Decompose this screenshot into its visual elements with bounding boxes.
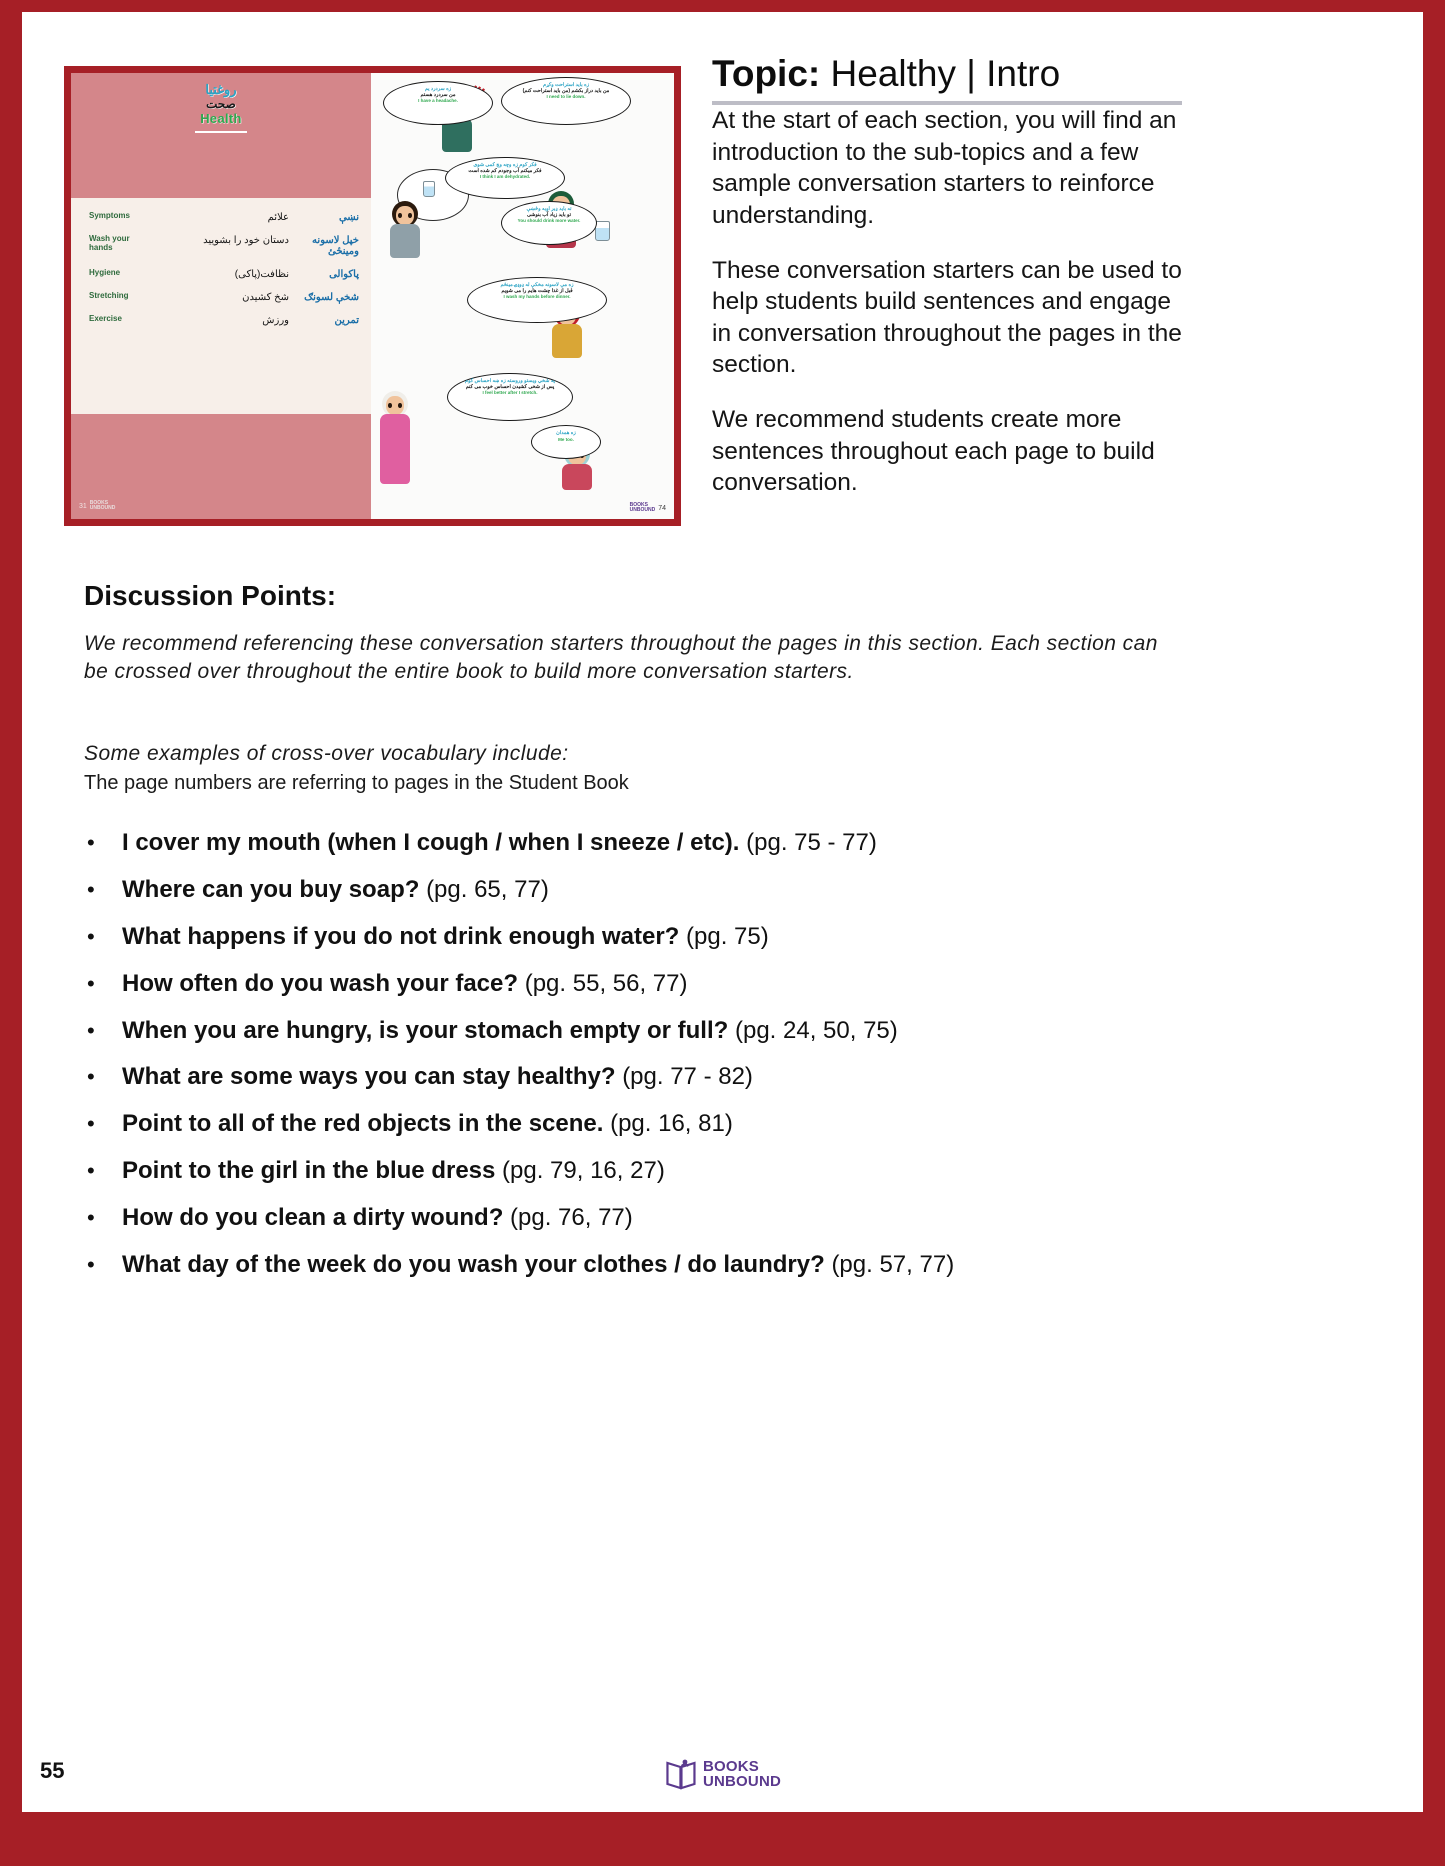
vocab-dari: شخ کشیدن — [242, 292, 289, 303]
question-text: Point to the girl in the blue dress — [122, 1157, 496, 1185]
list-item — [84, 1158, 1174, 1184]
vocabulary-title-stack — [71, 83, 371, 133]
book-spread-preview — [64, 66, 681, 526]
list-item — [84, 971, 1174, 997]
list-item-text — [122, 1205, 1174, 1231]
character-eye-left — [388, 403, 392, 408]
page-reference: (pg. 16, 81) — [610, 1110, 733, 1138]
bubble-english: I feel better after I stretch. — [482, 390, 538, 396]
discussion-intro-text: We recommend referencing these conversation starters throughout the pages in this section. Each section can be crossed over throughout the entire book to build more conversation starters. — [84, 632, 1158, 684]
bubble-pashto: په شخي ویستو وروسته زه ښه احساس کوم — [465, 378, 555, 384]
list-item-text — [122, 830, 1174, 856]
vocab-title-pashto: روغتیا — [205, 82, 237, 97]
topic-value: Healthy | Intro — [830, 53, 1061, 94]
list-item — [84, 877, 1174, 903]
spread-right-page-number — [630, 503, 666, 513]
bullet-icon: • — [87, 970, 95, 996]
table-row — [77, 269, 365, 280]
question-text: I cover my mouth (when I cough / when I sneeze / etc). — [122, 829, 740, 856]
page-reference: (pg. 57, 77) — [831, 1251, 955, 1279]
question-text: What are some ways you can stay healthy? — [122, 1063, 616, 1091]
bubble-dari: من سردرد هستم — [420, 91, 456, 98]
intro-paragraph-2: These conversation starters can be used to help students build sentences and engage in conversation throughout the pages in the section. — [712, 256, 1182, 379]
vocab-pashto: تمرین — [334, 315, 359, 326]
vocab-title-underline — [195, 131, 247, 133]
list-item — [84, 1064, 1174, 1090]
discussion-points-heading: Discussion Points: — [84, 580, 337, 611]
topic-label: Topic: — [712, 53, 821, 94]
speech-bubble-1 — [383, 81, 493, 125]
list-item-text — [122, 1018, 1174, 1044]
bubble-pashto: زه مې لاسونه مخکې له ډوډۍ مینځم — [500, 282, 574, 288]
bubble-english: I have a headache. — [418, 98, 458, 104]
page-reference: (pg. 76, 77) — [510, 1204, 633, 1232]
vocab-title-english: Health — [200, 110, 242, 126]
vocab-pashto: نښې — [338, 212, 359, 223]
table-row — [77, 292, 365, 303]
discussion-points-list — [84, 830, 1174, 1299]
spread-inner — [71, 73, 674, 519]
list-item-text — [122, 877, 1174, 903]
character-body — [552, 324, 582, 358]
vocab-english: Wash your hands — [89, 234, 130, 252]
page-reference: (pg. 75) — [686, 922, 769, 950]
water-pitcher-icon — [595, 221, 610, 241]
page-reference: (pg. 77 - 82) — [622, 1063, 753, 1091]
speech-bubble-7 — [531, 425, 601, 459]
student-book-note: The page numbers are referring to pages in the Student Book — [84, 772, 629, 794]
list-item — [84, 1018, 1174, 1044]
footer-page-number: 55 — [40, 1758, 65, 1783]
list-item — [84, 924, 1174, 950]
character-eye-left — [398, 213, 402, 218]
table-row — [77, 315, 365, 326]
list-item-text — [122, 1111, 1174, 1137]
vocab-pashto: پاکوالی — [329, 269, 359, 280]
bubble-dari: من باید دراز بکشم (من باید استراحت کنم) — [522, 87, 610, 94]
vocabulary-footer-band — [71, 414, 371, 519]
logo-line-2: UNBOUND — [702, 1773, 782, 1790]
bubble-english: I need to lie down. — [546, 94, 586, 100]
bubble-english: Me too. — [558, 436, 574, 442]
logo-line-1: BOOKS — [702, 1757, 759, 1775]
vocab-dari: علائم — [267, 212, 289, 223]
bullet-icon: • — [87, 876, 95, 902]
question-text: When you are hungry, is your stomach empty or full? — [122, 1016, 729, 1044]
bubble-dari: تو باید زیاد آب بنوشی — [527, 211, 571, 218]
vocab-dari: دستان خود را بشویید — [203, 235, 289, 246]
question-text: What day of the week do you wash your clothes / do laundry? — [122, 1251, 825, 1279]
vocab-english: Exercise — [89, 314, 122, 323]
intro-paragraph-3: We recommend students create more sentences throughout each page to build conversation. — [712, 405, 1155, 497]
vocab-dari: ورزش — [262, 315, 289, 326]
character-eye-right — [408, 213, 412, 218]
list-item — [84, 1111, 1174, 1137]
spread-right-page-number-text: 74 — [658, 504, 666, 512]
books-unbound-mini-logo-icon: BOOKS UNBOUND — [629, 502, 656, 513]
vocabulary-header — [71, 73, 371, 198]
list-item-text — [122, 971, 1174, 997]
vocab-english: Stretching — [89, 291, 129, 300]
bullet-icon: • — [87, 1158, 95, 1184]
vocab-dari: نظافت(پاکی) — [234, 269, 289, 280]
bubble-dari: پس از شخی کشیدن احساس خوب می کنم — [465, 383, 555, 390]
page-reference: (pg. 65, 77) — [426, 875, 549, 903]
list-item — [84, 1205, 1174, 1231]
logo-wordmark — [703, 1759, 781, 1790]
speech-bubble-5 — [467, 277, 607, 323]
vocab-pashto: شخې لسونګ — [304, 292, 359, 303]
vocab-english: Symptoms — [89, 211, 130, 220]
bubble-pashto: فکر کوم زه وچه وچ کمی شوی — [473, 162, 537, 168]
bubble-english: I wash my hands before dinner. — [503, 294, 571, 300]
page-reference: (pg. 55, 56, 77) — [524, 969, 688, 997]
page-reference: (pg. 24, 50, 75) — [734, 1016, 898, 1044]
discussion-examples-label: Some examples of cross-over vocabulary include: — [84, 742, 569, 765]
bullet-icon: • — [87, 1064, 95, 1090]
bubble-english: You should drink more water. — [517, 218, 581, 224]
vocab-english: Hygiene — [89, 268, 121, 277]
table-row — [77, 212, 365, 223]
character-eye-right — [398, 403, 402, 408]
vocabulary-page — [71, 73, 371, 519]
bubble-dari: قبل از غذا چشت هایم را می شویم — [501, 287, 573, 294]
bubble-pashto: زه باید استراحت وکړم — [542, 82, 590, 88]
speech-bubble-4 — [501, 201, 597, 245]
top-section — [64, 54, 1184, 524]
bullet-icon: • — [87, 1205, 95, 1231]
list-item-text — [122, 1252, 1174, 1278]
comic-page — [371, 73, 674, 519]
list-item — [84, 830, 1174, 856]
vocab-pashto: خپل لاسونه ومینځئ — [312, 235, 359, 257]
page-reference: (pg. 79, 16, 27) — [502, 1157, 665, 1185]
page-reference: (pg. 75 - 77) — [746, 829, 877, 856]
spread-left-page-number — [79, 501, 115, 511]
question-text: Where can you buy soap? — [122, 875, 420, 903]
bullet-icon: • — [87, 830, 95, 855]
bubble-pashto: ته باید ډیر اوبه وڅښې — [526, 206, 572, 212]
vocabulary-table — [71, 198, 371, 413]
table-row — [77, 235, 365, 257]
character-body — [562, 464, 592, 490]
bubble-pashto: زه سردرد یم — [424, 86, 452, 92]
question-text: What happens if you do not drink enough water? — [122, 922, 680, 950]
open-book-icon — [664, 1758, 698, 1790]
water-glass-icon — [423, 181, 435, 197]
vocab-title-dari: صحت — [206, 96, 236, 111]
list-item — [84, 1252, 1174, 1278]
intro-column — [712, 54, 1182, 499]
question-text: How do you clean a dirty wound? — [122, 1204, 504, 1232]
books-unbound-logo — [664, 1758, 781, 1790]
question-text: How often do you wash your face? — [122, 969, 519, 997]
bullet-icon: • — [87, 1252, 95, 1278]
bubble-pashto: زه همدان — [556, 430, 576, 436]
character-body — [380, 414, 410, 484]
speech-bubble-3 — [445, 157, 565, 199]
character-body — [390, 224, 420, 258]
page-title — [712, 54, 1182, 93]
page-content — [22, 12, 1423, 1812]
bubble-dari: فکر میکنم آب وجودم کم شده است — [468, 167, 542, 174]
bullet-icon: • — [87, 923, 95, 949]
intro-paragraph-1: At the start of each section, you will find an introduction to the sub-topics and a few sample conversation starters to reinforce understanding. — [712, 107, 1177, 229]
bullet-icon: • — [87, 1111, 95, 1137]
bullet-icon: • — [87, 1017, 95, 1043]
bubble-english: I think I am dehydrated. — [479, 174, 531, 180]
list-item-text — [122, 1064, 1174, 1090]
speech-bubble-6 — [447, 373, 573, 421]
spread-left-page-number-text: 31 — [79, 502, 87, 510]
speech-bubble-2 — [501, 77, 631, 125]
list-item-text — [122, 924, 1174, 950]
books-unbound-mini-logo-icon: BOOKS UNBOUND — [89, 500, 116, 511]
question-text: Point to all of the red objects in the scene. — [122, 1110, 604, 1138]
list-item-text — [122, 1158, 1174, 1184]
